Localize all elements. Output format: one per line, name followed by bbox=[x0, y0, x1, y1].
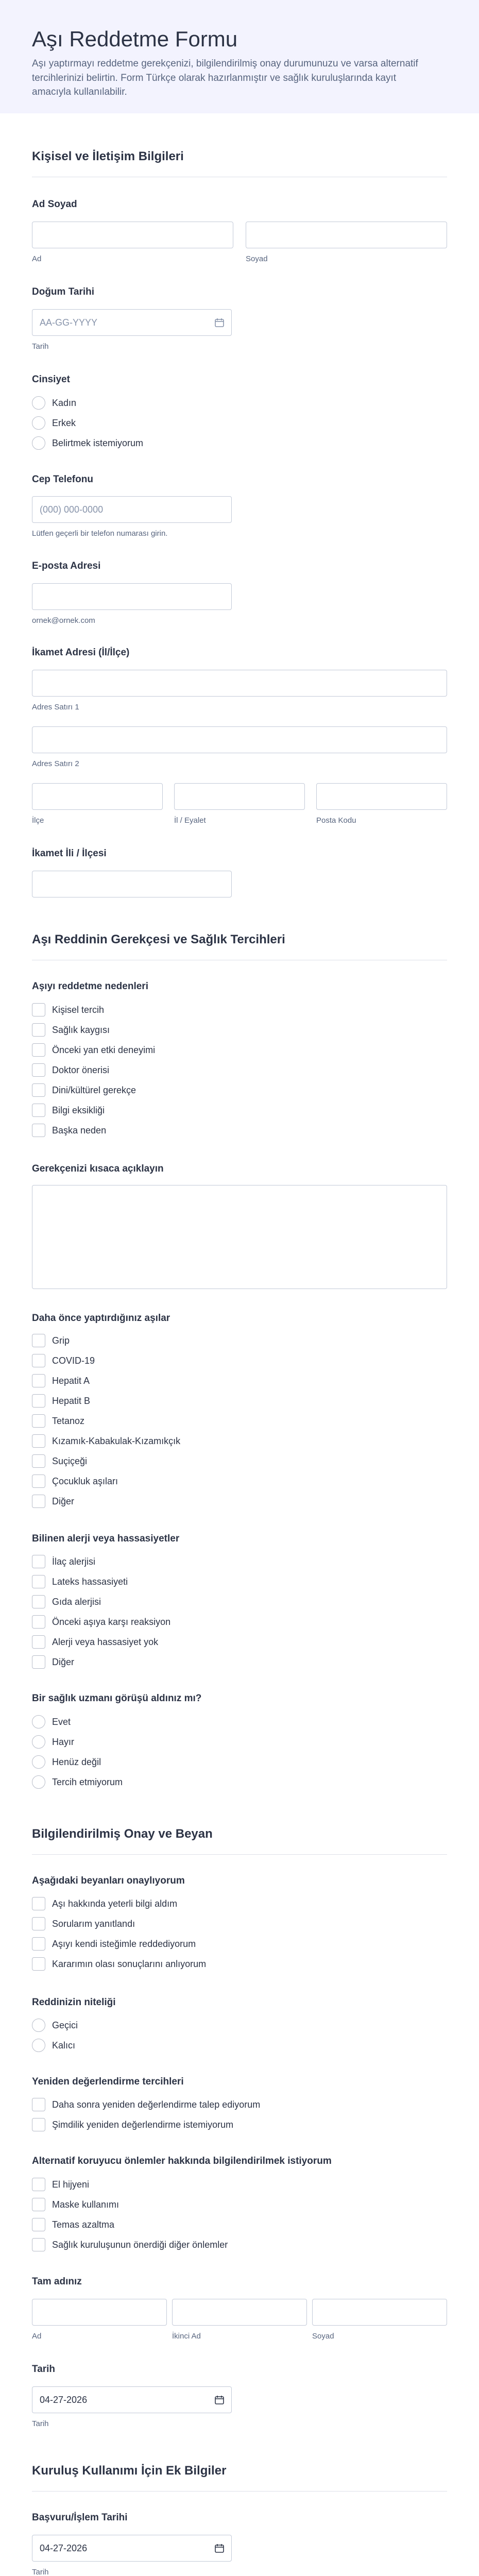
reevaluate-label: Yeniden değerlendirme tercihleri bbox=[32, 2076, 184, 2087]
checkbox[interactable] bbox=[32, 1023, 45, 1037]
radio-button[interactable] bbox=[32, 416, 45, 430]
consulted-option[interactable]: Hayır bbox=[32, 1734, 74, 1750]
apply-date-label: Başvuru/İşlem Tarihi bbox=[32, 2512, 128, 2523]
checkbox[interactable] bbox=[32, 2218, 45, 2231]
state-input[interactable] bbox=[174, 783, 305, 810]
vaccine-option[interactable]: Hepatit A bbox=[32, 1373, 90, 1388]
checkbox[interactable] bbox=[32, 1374, 45, 1387]
allergies-label: Bilinen alerji veya hassasiyetler bbox=[32, 1533, 180, 1544]
email-label: E-posta Adresi bbox=[32, 561, 101, 571]
checkbox[interactable] bbox=[32, 1104, 45, 1117]
checkbox[interactable] bbox=[32, 1957, 45, 1971]
section-divider bbox=[32, 1854, 447, 1855]
signer-last-input[interactable] bbox=[312, 2299, 447, 2326]
radio-button[interactable] bbox=[32, 2019, 45, 2032]
email-sublabel: ornek@ornek.com bbox=[32, 616, 95, 625]
calendar-icon[interactable] bbox=[214, 2543, 225, 2553]
address-line2-sublabel: Adres Satırı 2 bbox=[32, 759, 79, 768]
checkbox[interactable] bbox=[32, 1595, 45, 1608]
alternative-option[interactable]: Temas azaltma bbox=[32, 2217, 114, 2232]
reason-option[interactable]: Doktor önerisi bbox=[32, 1062, 109, 1078]
full-name-label: Ad Soyad bbox=[32, 199, 77, 210]
signer-last-sublabel: Soyad bbox=[312, 2332, 334, 2341]
checkbox[interactable] bbox=[32, 1635, 45, 1649]
checkbox[interactable] bbox=[32, 1475, 45, 1488]
explain-label: Gerekçenizi kısaca açıklayın bbox=[32, 1163, 164, 1174]
section-title-personal: Kişisel ve İletişim Bilgileri bbox=[32, 149, 184, 163]
checkbox[interactable] bbox=[32, 2178, 45, 2191]
phone-label: Cep Telefonu bbox=[32, 474, 93, 485]
checkbox[interactable] bbox=[32, 1897, 45, 1910]
alternative-option[interactable]: Sağlık kuruluşunun önerdiği diğer önlemler bbox=[32, 2237, 228, 2252]
checkbox[interactable] bbox=[32, 1615, 45, 1629]
statement-option[interactable]: Kararımın olası sonuçlarını anlıyorum bbox=[32, 1956, 206, 1972]
calendar-icon[interactable] bbox=[214, 317, 225, 328]
address-line2-input[interactable] bbox=[32, 726, 447, 753]
checkbox[interactable] bbox=[32, 1575, 45, 1588]
vaccine-option[interactable]: Tetanoz bbox=[32, 1413, 84, 1429]
vaccine-option[interactable]: Çocukluk aşıları bbox=[32, 1473, 118, 1489]
signer-middle-sublabel: İkinci Ad bbox=[172, 2332, 201, 2341]
checkbox[interactable] bbox=[32, 2238, 45, 2251]
checkbox[interactable] bbox=[32, 1937, 45, 1951]
reason-option[interactable]: Sağlık kaygısı bbox=[32, 1022, 110, 1038]
statement-option[interactable]: Aşı hakkında yeterli bilgi aldım bbox=[32, 1896, 177, 1911]
birth-date-sublabel: Tarih bbox=[32, 342, 49, 351]
gender-option[interactable]: Kadın bbox=[32, 395, 76, 411]
state-sublabel: İl / Eyalet bbox=[174, 816, 206, 825]
first-name-input[interactable] bbox=[32, 222, 233, 248]
email-input[interactable] bbox=[32, 583, 232, 610]
reason-option[interactable]: Dini/kültürel gerekçe bbox=[32, 1082, 136, 1098]
section-title-reasons: Aşı Reddinin Gerekçesi ve Sağlık Tercihleri bbox=[32, 933, 285, 946]
gender-option[interactable]: Belirtmek istemiyorum bbox=[32, 435, 143, 451]
radio-button[interactable] bbox=[32, 1775, 45, 1789]
vaccine-option[interactable]: Suçiçeği bbox=[32, 1453, 87, 1469]
birth-date-label: Doğum Tarihi bbox=[32, 286, 95, 297]
form-title: Aşı Reddetme Formu bbox=[32, 27, 238, 51]
signer-first-input[interactable] bbox=[32, 2299, 167, 2326]
radio-button[interactable] bbox=[32, 1755, 45, 1769]
vaccine-option[interactable]: Grip bbox=[32, 1333, 70, 1348]
reason-option[interactable]: Önceki yan etki deneyimi bbox=[32, 1042, 155, 1058]
gender-option[interactable]: Erkek bbox=[32, 415, 76, 431]
radio-button[interactable] bbox=[32, 436, 45, 450]
city-sublabel: İlçe bbox=[32, 816, 44, 825]
phone-sublabel: Lütfen geçerli bir telefon numarası girin. bbox=[32, 529, 168, 538]
checkbox[interactable] bbox=[32, 1454, 45, 1468]
zip-input[interactable] bbox=[316, 783, 447, 810]
vaccine-option[interactable]: Diğer bbox=[32, 1494, 74, 1509]
checkbox[interactable] bbox=[32, 1043, 45, 1057]
checkbox[interactable] bbox=[32, 1394, 45, 1408]
nature-option[interactable]: Geçici bbox=[32, 2018, 78, 2033]
checkbox[interactable] bbox=[32, 1063, 45, 1077]
gender-label: Cinsiyet bbox=[32, 374, 70, 385]
statement-option[interactable]: Aşıyı kendi isteğimle reddediyorum bbox=[32, 1936, 196, 1952]
signer-middle-input[interactable] bbox=[172, 2299, 307, 2326]
explain-textarea[interactable] bbox=[32, 1185, 447, 1289]
reasons-label: Aşıyı reddetme nedenleri bbox=[32, 981, 148, 992]
section-divider bbox=[32, 2491, 447, 2492]
reevaluate-option[interactable]: Şimdilik yeniden değerlendirme istemiyorum bbox=[32, 2117, 233, 2132]
checkbox[interactable] bbox=[32, 1434, 45, 1448]
alternative-option[interactable]: Maske kullanımı bbox=[32, 2197, 119, 2212]
signer-first-sublabel: Ad bbox=[32, 2332, 42, 2341]
reason-option[interactable]: Başka neden bbox=[32, 1123, 106, 1138]
signer-name-label: Tam adınız bbox=[32, 2276, 82, 2287]
allergy-option[interactable]: Önceki aşıya karşı reaksiyon bbox=[32, 1614, 170, 1630]
allergy-option[interactable]: İlaç alerjisi bbox=[32, 1554, 95, 1569]
statements-label: Aşağıdaki beyanları onaylıyorum bbox=[32, 1875, 185, 1886]
reason-option[interactable]: Kişisel tercih bbox=[32, 1002, 104, 1018]
checkbox[interactable] bbox=[32, 1003, 45, 1016]
address-line1-input[interactable] bbox=[32, 670, 447, 697]
allergy-option[interactable]: Lateks hassasiyeti bbox=[32, 1574, 128, 1589]
checkbox[interactable] bbox=[32, 2098, 45, 2111]
radio-button[interactable] bbox=[32, 396, 45, 410]
allergy-option[interactable]: Diğer bbox=[32, 1654, 74, 1670]
alternative-option[interactable]: El hijyeni bbox=[32, 2177, 89, 2192]
allergy-option[interactable]: Alerji veya hassasiyet yok bbox=[32, 1634, 158, 1650]
radio-button[interactable] bbox=[32, 1715, 45, 1728]
apply-date-input[interactable]: 04-27-2026 bbox=[32, 2535, 232, 2562]
nature-option[interactable]: Kalıcı bbox=[32, 2038, 75, 2053]
consulted-option[interactable]: Evet bbox=[32, 1714, 71, 1730]
section-title-institution: Kuruluş Kullanımı İçin Ek Bilgiler bbox=[32, 2464, 227, 2478]
consent-date-label: Tarih bbox=[32, 2364, 56, 2375]
checkbox[interactable] bbox=[32, 1414, 45, 1428]
checkbox[interactable] bbox=[32, 2118, 45, 2131]
consulted-label: Bir sağlık uzmanı görüşü aldınız mı? bbox=[32, 1693, 202, 1704]
reason-option[interactable]: Bilgi eksikliği bbox=[32, 1103, 105, 1118]
radio-button[interactable] bbox=[32, 2039, 45, 2052]
last-name-input[interactable] bbox=[246, 222, 447, 248]
reevaluate-option[interactable]: Daha sonra yeniden değerlendirme talep ediyorum bbox=[32, 2097, 260, 2112]
statement-option[interactable]: Sorularım yanıtlandı bbox=[32, 1916, 135, 1931]
previous-vaccines-label: Daha önce yaptırdığınız aşılar bbox=[32, 1313, 170, 1324]
phone-input[interactable]: (000) 000-0000 bbox=[32, 496, 232, 523]
form-description: Aşı yaptırmayı reddetme gerekçenizi, bilgilendirilmiş onay durumunuzu ve varsa alternatif tercihlerinizi belirtin. Form Türkçe olarak hazırlanmıştır ve sağlık kuruluşlarında kayıt amacıyla kullanılabilir. bbox=[32, 58, 418, 98]
city-input[interactable] bbox=[32, 783, 163, 810]
last-name-sublabel: Soyad bbox=[246, 255, 268, 263]
checkbox[interactable] bbox=[32, 1083, 45, 1097]
apply-date-sublabel: Tarih bbox=[32, 2568, 49, 2576]
province-label: İkamet İli / İlçesi bbox=[32, 848, 107, 859]
allergy-option[interactable]: Gıda alerjisi bbox=[32, 1594, 101, 1609]
alternative-label: Alternatif koruyucu önlemler hakkında bilgilendirilmek istiyorum bbox=[32, 2156, 332, 2166]
checkbox[interactable] bbox=[32, 1555, 45, 1568]
address-line1-sublabel: Adres Satırı 1 bbox=[32, 703, 79, 711]
birth-date-input[interactable]: AA-GG-YYYY bbox=[32, 309, 232, 336]
checkbox[interactable] bbox=[32, 1354, 45, 1367]
vaccine-option[interactable]: COVID-19 bbox=[32, 1353, 95, 1368]
province-input[interactable] bbox=[32, 871, 232, 897]
vaccine-option[interactable]: Hepatit B bbox=[32, 1393, 90, 1409]
consulted-option[interactable]: Tercih etmiyorum bbox=[32, 1774, 123, 1790]
checkbox[interactable] bbox=[32, 1655, 45, 1669]
consent-date-input[interactable]: 04-27-2026 bbox=[32, 2386, 232, 2413]
checkbox[interactable] bbox=[32, 1917, 45, 1930]
first-name-sublabel: Ad bbox=[32, 255, 42, 263]
form-header bbox=[0, 0, 479, 113]
consent-date-sublabel: Tarih bbox=[32, 2419, 49, 2428]
nature-label: Reddinizin niteliği bbox=[32, 1997, 116, 2008]
zip-sublabel: Posta Kodu bbox=[316, 816, 356, 825]
consulted-option[interactable]: Henüz değil bbox=[32, 1754, 101, 1770]
section-title-consent: Bilgilendirilmiş Onay ve Beyan bbox=[32, 1827, 213, 1841]
checkbox[interactable] bbox=[32, 1124, 45, 1137]
checkbox[interactable] bbox=[32, 1334, 45, 1347]
address-label: İkamet Adresi (İl/İlçe) bbox=[32, 647, 130, 658]
calendar-icon[interactable] bbox=[214, 2395, 225, 2405]
vaccine-option[interactable]: Kızamık-Kabakulak-Kızamıkçık bbox=[32, 1433, 180, 1449]
radio-button[interactable] bbox=[32, 1735, 45, 1749]
checkbox[interactable] bbox=[32, 1495, 45, 1508]
checkbox[interactable] bbox=[32, 2198, 45, 2211]
